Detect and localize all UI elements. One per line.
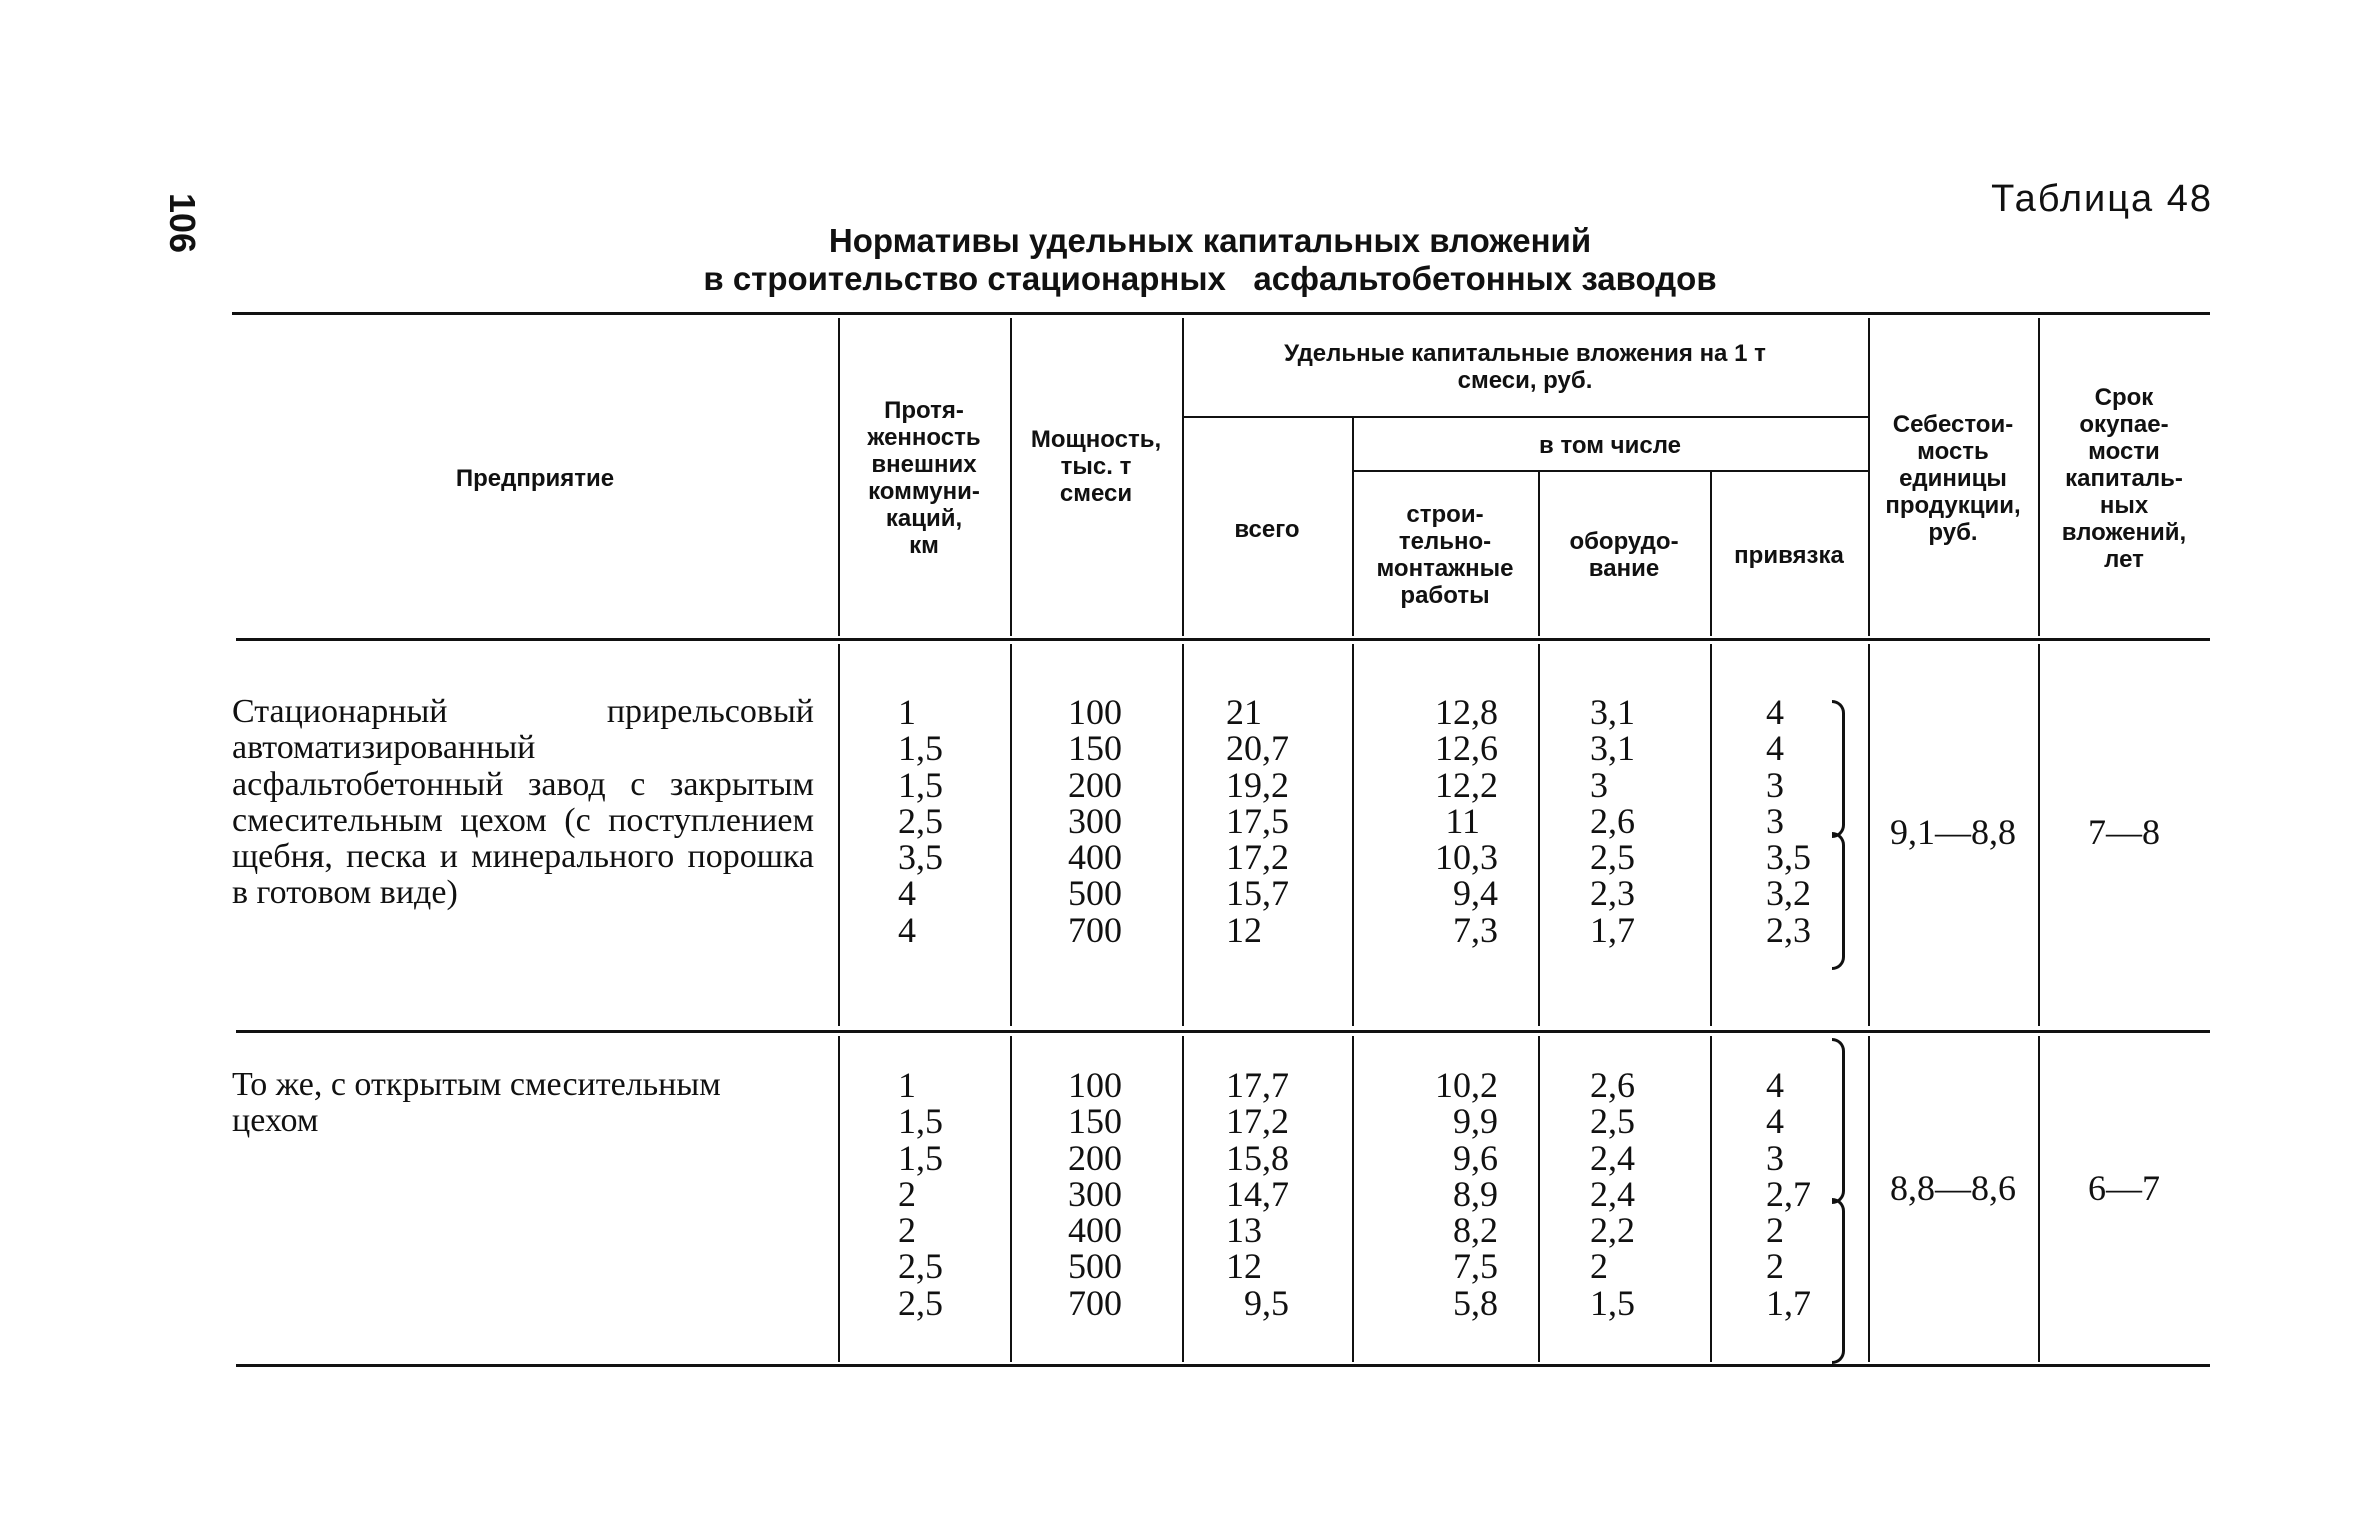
title-line-1: Нормативы удельных капитальных вложений	[828, 222, 1592, 259]
body-divider	[1710, 1036, 1712, 1362]
body-divider	[1010, 644, 1012, 1026]
row-1-enterprise: Стационарный прирельсовый автоматизированный асфальтобетонный завод с закрытым смесительным цехом (с поступлением щебня, песка и минерального порошка в готовом виде)	[232, 693, 814, 912]
row-2-total: 17,7 17,2 15,8 14,7 13 12 9,5	[1226, 1065, 1289, 1323]
row-2-brace	[1832, 1038, 1845, 1204]
row-2-cost: 8,8—8,6	[1890, 1168, 2016, 1208]
bottom-rule	[236, 1364, 2210, 1367]
body-divider	[1538, 1036, 1540, 1362]
body-divider	[1710, 644, 1712, 1026]
page-number: 106	[162, 193, 203, 254]
header-specific	[1182, 318, 1868, 416]
body-divider	[838, 644, 840, 1026]
header-construction-text: строи- тельно- монтажные работы	[1376, 501, 1514, 609]
row-1-cost: 9,1—8,8	[1890, 812, 2016, 852]
body-divider	[1538, 644, 1540, 1026]
header-length	[838, 318, 1010, 638]
row-2-payback: 6—7	[2088, 1168, 2160, 1208]
header-construction	[1352, 472, 1538, 638]
row-1-brace	[1832, 832, 1845, 970]
table-label: Таблица 48	[1991, 178, 2213, 220]
header-specific-text: Удельные капитальные вложения на 1 т смеси, руб.	[1284, 340, 1766, 394]
row-1-length: 1 1,5 1,5 2,5 3,5 4 4	[898, 692, 943, 950]
header-enterprise: Предприятие	[455, 464, 615, 492]
row-1-construction: 12,8 12,6 12,2 11 10,3 9,4 7,3	[1435, 692, 1498, 950]
header-payback-text: Срок окупае- мости капиталь- ных вложений, лет	[2061, 383, 2187, 573]
row-2-construction: 10,2 9,9 9,6 8,9 8,2 7,5 5,8	[1435, 1065, 1498, 1323]
row-1-binding: 4 4 3 3 3,5 3,2 2,3	[1766, 692, 1811, 950]
header-equipment	[1538, 472, 1710, 638]
header-total: всего	[1234, 515, 1300, 543]
row-1-payback: 7—8	[2088, 812, 2160, 852]
header-including: в том числе	[1539, 431, 1681, 459]
row-2-brace	[1832, 1198, 1845, 1364]
row-2-enterprise: То же, с открытым смесительным цехом	[232, 1066, 721, 1140]
body-divider	[1182, 644, 1184, 1026]
body-divider	[1182, 1036, 1184, 1362]
title-line-2: в строительство стационарных асфальтобетонных заводов	[703, 260, 1717, 297]
body-divider	[838, 1036, 840, 1362]
capital-investment-table	[232, 312, 2210, 1367]
row-2-capacity: 100 150 200 300 400 500 700	[1068, 1065, 1122, 1323]
header-cost	[1868, 318, 2038, 638]
row-1-equipment: 3,1 3,1 3 2,6 2,5 2,3 1,7	[1590, 692, 1635, 950]
specific-header-rule	[1182, 416, 1868, 418]
header-cost-text: Себестои- мость единицы продукции, руб.	[1885, 410, 2021, 546]
top-rule	[232, 312, 2210, 315]
table-title	[560, 222, 1860, 298]
row-2-equipment: 2,6 2,5 2,4 2,4 2,2 2 1,5	[1590, 1065, 1635, 1323]
header-length-text: Протя- женность внешних коммуни- каций, км	[867, 397, 981, 559]
section-rule	[236, 1030, 2210, 1033]
row-1-total: 21 20,7 19,2 17,5 17,2 15,7 12	[1226, 692, 1289, 950]
row-2-binding: 4 4 3 2,7 2 2 1,7	[1766, 1065, 1811, 1323]
header-capacity	[1010, 318, 1182, 638]
row-1-capacity: 100 150 200 300 400 500 700	[1068, 692, 1122, 950]
header-bottom-rule	[236, 638, 2210, 641]
body-divider	[1010, 1036, 1012, 1362]
row-2-length: 1 1,5 1,5 2 2 2,5 2,5	[898, 1065, 943, 1323]
header-capacity-text: Мощность, тыс. т смеси	[1030, 426, 1162, 507]
header-equipment-text: оборудо- вание	[1569, 528, 1679, 582]
header-payback	[2038, 318, 2210, 638]
row-1-brace	[1832, 700, 1845, 838]
header-binding: привязка	[1734, 541, 1844, 569]
